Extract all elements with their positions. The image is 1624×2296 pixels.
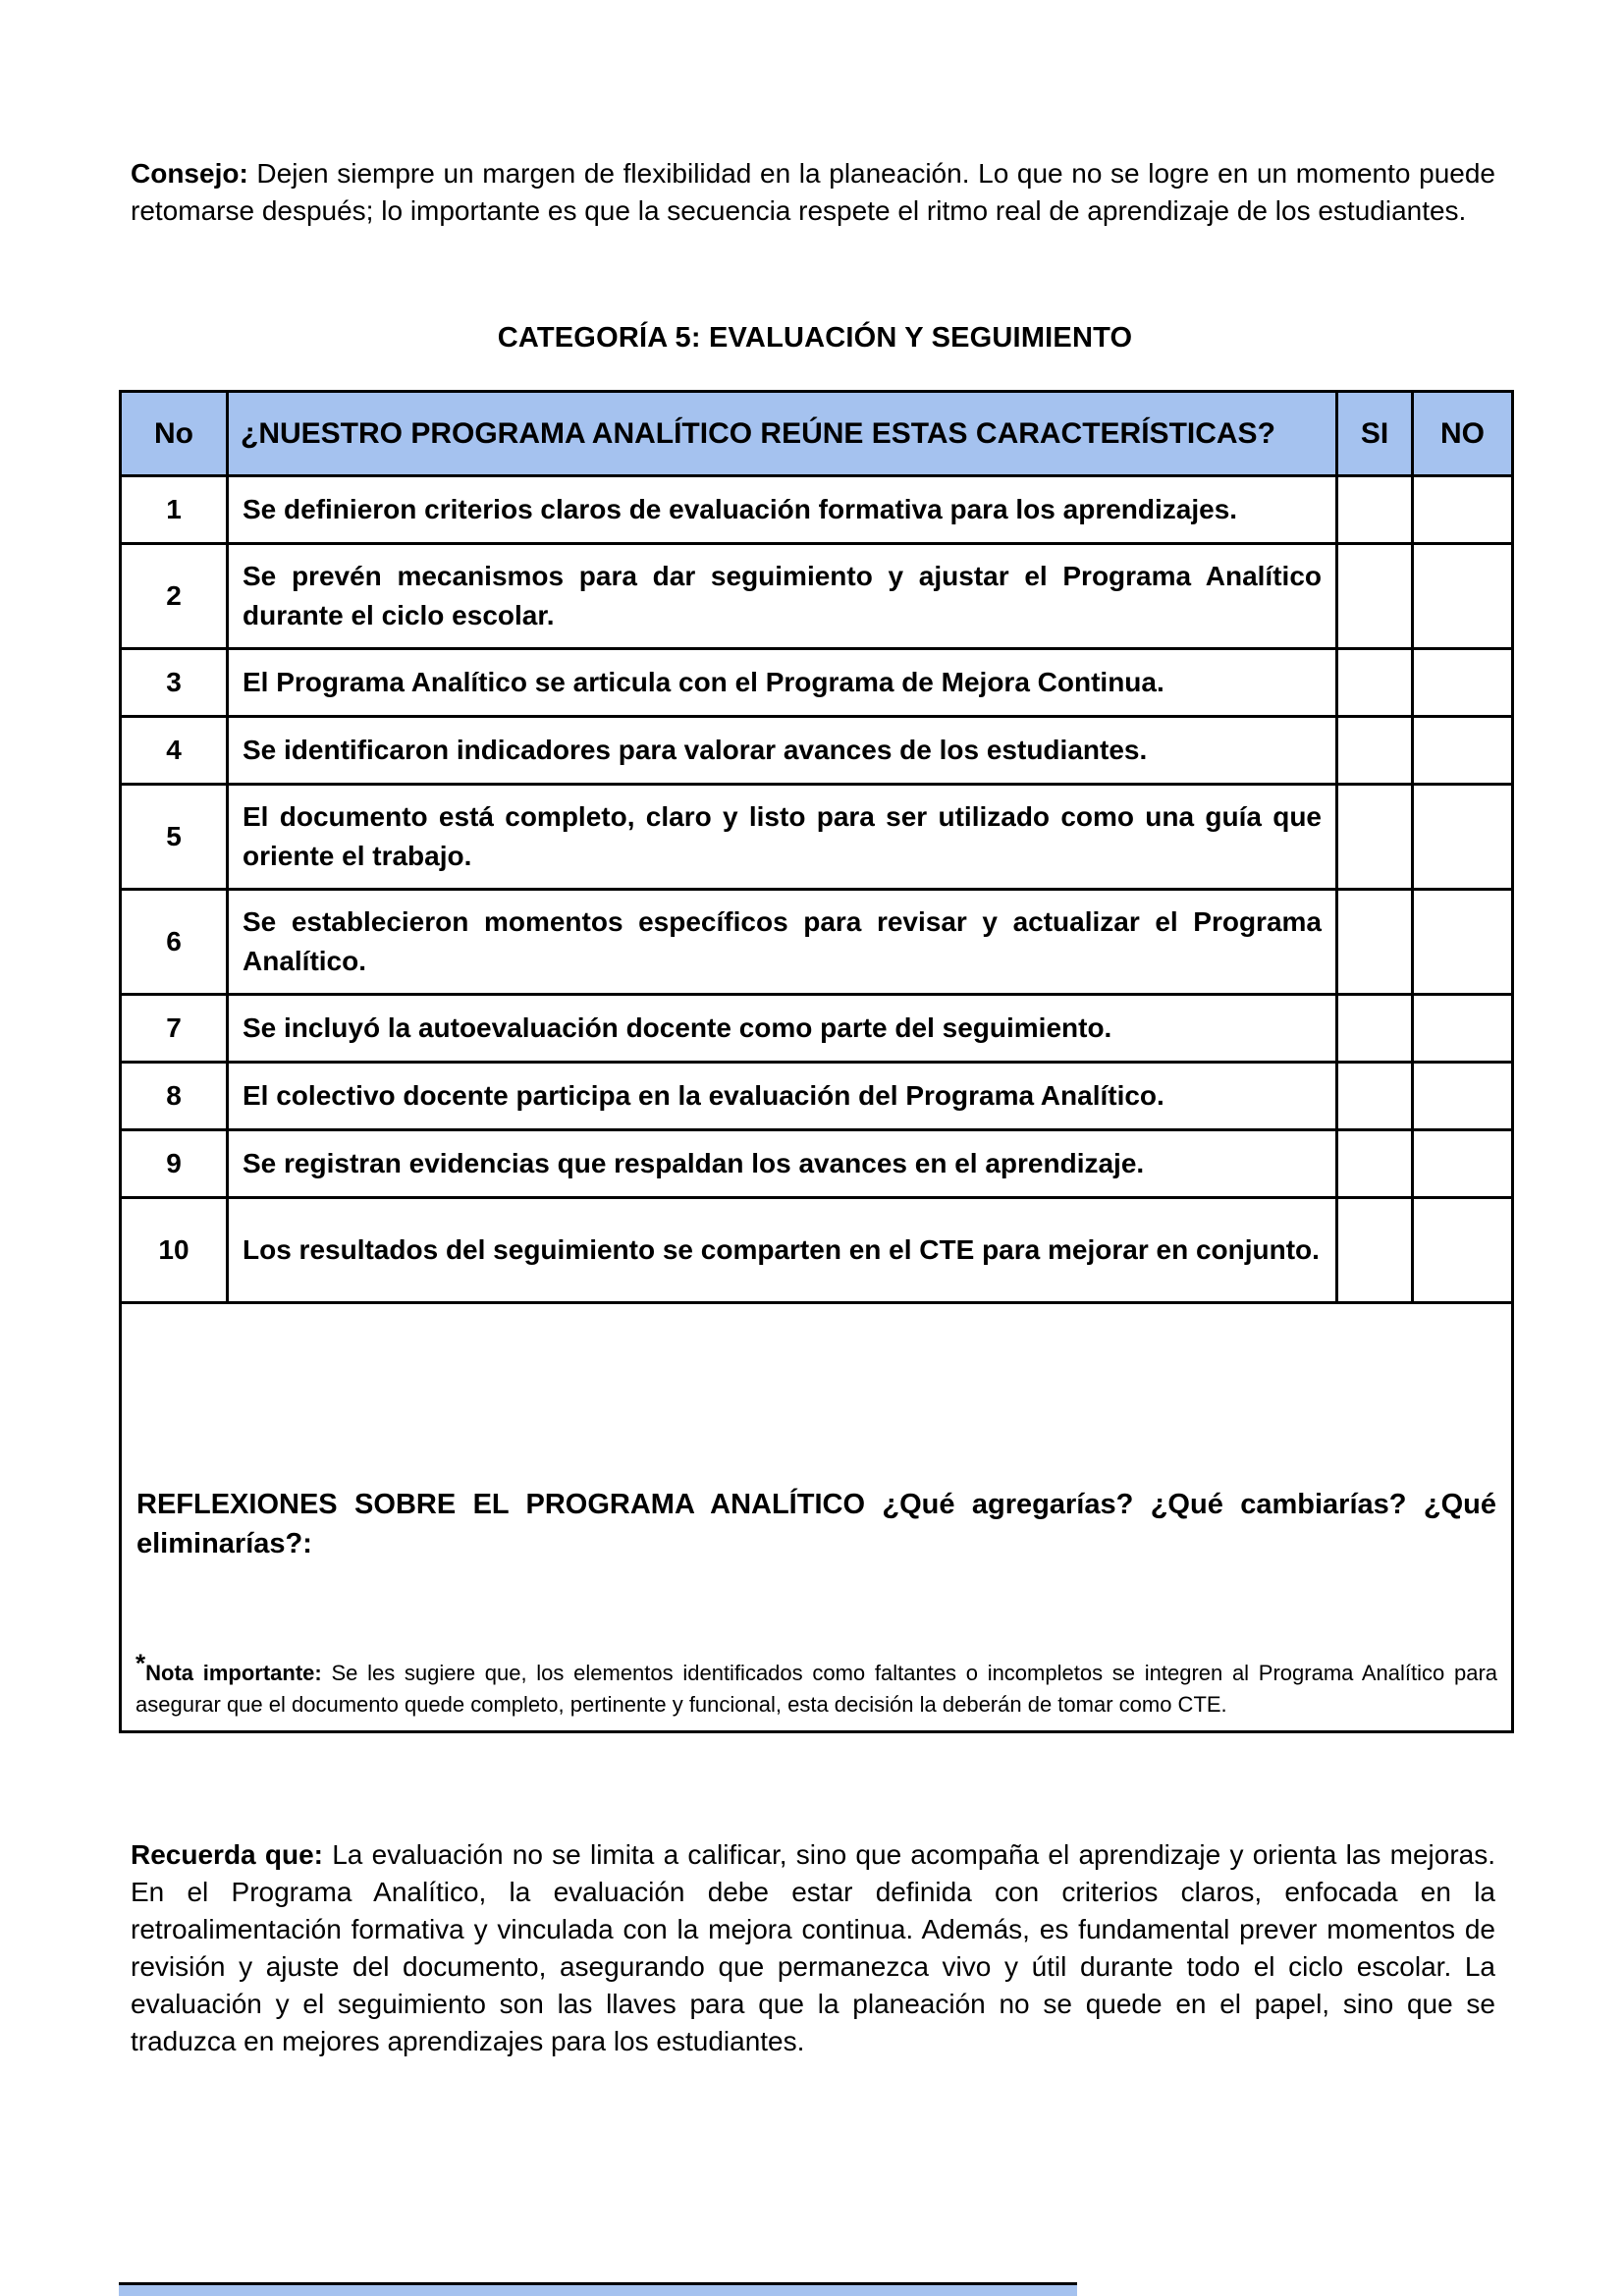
row-number: 10 bbox=[121, 1198, 228, 1303]
row-number: 9 bbox=[121, 1130, 228, 1198]
note-asterisk: * bbox=[135, 1648, 146, 1678]
row-text: Se incluyó la autoevaluación docente como parte del seguimiento. bbox=[228, 995, 1337, 1063]
no-checkbox-cell[interactable] bbox=[1413, 1130, 1513, 1198]
recuerda-label: Recuerda que: bbox=[131, 1839, 323, 1870]
table-row bbox=[121, 785, 1513, 890]
consejo-paragraph bbox=[131, 155, 1495, 230]
consejo-label: Consejo: bbox=[131, 158, 248, 189]
note-label: Nota importante: bbox=[145, 1661, 322, 1685]
si-checkbox-cell[interactable] bbox=[1337, 476, 1413, 544]
header-si: SI bbox=[1337, 392, 1413, 476]
header-question: ¿NUESTRO PROGRAMA ANALÍTICO REÚNE ESTAS CARACTERÍSTICAS? bbox=[228, 392, 1337, 476]
no-checkbox-cell[interactable] bbox=[1413, 649, 1513, 717]
row-text: Se registran evidencias que respaldan los avances en el aprendizaje. bbox=[228, 1130, 1337, 1198]
si-checkbox-cell[interactable] bbox=[1337, 544, 1413, 649]
checklist-table bbox=[119, 390, 1514, 1733]
row-number: 4 bbox=[121, 717, 228, 785]
reflections-title: REFLEXIONES SOBRE EL PROGRAMA ANALÍTICO ¿Qué agregarías? ¿Qué cambiarías? ¿Qué eliminarías?: bbox=[136, 1489, 1496, 1559]
no-checkbox-cell[interactable] bbox=[1413, 890, 1513, 995]
row-text: El Programa Analítico se articula con el Programa de Mejora Continua. bbox=[228, 649, 1337, 717]
si-checkbox-cell[interactable] bbox=[1337, 1130, 1413, 1198]
recuerda-text: La evaluación no se limita a calificar, sino que acompaña el aprendizaje y orienta las mejoras. En el Programa Analítico, la evaluación debe estar definida con criterios claros, enfocada en la retroalimentación formativa y vinculada con la mejora continua. Además, es fundamental prever momentos de revisión y ajuste del documento, asegurando que permanezca vivo y útil durante todo el ciclo escolar. La evaluación y el seguimiento son las llaves para que la planeación no se quede en el papel, sino que se traduzca en mejores aprendizajes para los estudiantes. bbox=[131, 1839, 1496, 2056]
row-text: El colectivo docente participa en la evaluación del Programa Analítico. bbox=[228, 1063, 1337, 1130]
row-number: 2 bbox=[121, 544, 228, 649]
si-checkbox-cell[interactable] bbox=[1337, 1063, 1413, 1130]
row-number: 6 bbox=[121, 890, 228, 995]
si-checkbox-cell[interactable] bbox=[1337, 995, 1413, 1063]
next-table-header-sliver bbox=[119, 2282, 1077, 2296]
header-no-col: NO bbox=[1413, 392, 1513, 476]
si-checkbox-cell[interactable] bbox=[1337, 717, 1413, 785]
si-checkbox-cell[interactable] bbox=[1337, 890, 1413, 995]
no-checkbox-cell[interactable] bbox=[1413, 476, 1513, 544]
table-header-row bbox=[121, 392, 1513, 476]
row-text: Se definieron criterios claros de evaluación formativa para los aprendizajes. bbox=[228, 476, 1337, 544]
row-number: 3 bbox=[121, 649, 228, 717]
si-checkbox-cell[interactable] bbox=[1337, 649, 1413, 717]
row-number: 1 bbox=[121, 476, 228, 544]
no-checkbox-cell[interactable] bbox=[1413, 785, 1513, 890]
category-title: CATEGORÍA 5: EVALUACIÓN Y SEGUIMIENTO bbox=[497, 322, 1133, 354]
row-text: Se prevén mecanismos para dar seguimiento y ajustar el Programa Analítico durante el ciclo escolar. bbox=[228, 544, 1337, 649]
table-row bbox=[121, 544, 1513, 649]
table-row bbox=[121, 1063, 1513, 1130]
reflections-cell bbox=[121, 1303, 1513, 1732]
table-row bbox=[121, 890, 1513, 995]
table-row bbox=[121, 649, 1513, 717]
no-checkbox-cell[interactable] bbox=[1413, 995, 1513, 1063]
reflections-answer-area[interactable] bbox=[122, 1412, 1511, 1622]
table-row bbox=[121, 717, 1513, 785]
table-row bbox=[121, 476, 1513, 544]
si-checkbox-cell[interactable] bbox=[1337, 1198, 1413, 1303]
consejo-text: Dejen siempre un margen de flexibilidad en la planeación. Lo que no se logre en un momento puede retomarse después; lo importante es que la secuencia respete el ritmo real de aprendizaje de los estudiantes. bbox=[131, 158, 1495, 226]
row-number: 5 bbox=[121, 785, 228, 890]
no-checkbox-cell[interactable] bbox=[1413, 1063, 1513, 1130]
row-number: 7 bbox=[121, 995, 228, 1063]
recuerda-paragraph bbox=[131, 1836, 1495, 2060]
si-checkbox-cell[interactable] bbox=[1337, 785, 1413, 890]
row-number: 8 bbox=[121, 1063, 228, 1130]
table-row bbox=[121, 995, 1513, 1063]
note-text: Se les sugiere que, los elementos identificados como faltantes o incompletos se integren al Programa Analítico para asegurar que el documento quede completo, pertinente y funcional, esta decisión la deberán de tomar como CTE. bbox=[135, 1661, 1497, 1717]
row-text: Los resultados del seguimiento se comparten en el CTE para mejorar en conjunto. bbox=[228, 1198, 1337, 1303]
row-text: Se establecieron momentos específicos para revisar y actualizar el Programa Analítico. bbox=[228, 890, 1337, 995]
row-text: Se identificaron indicadores para valorar avances de los estudiantes. bbox=[228, 717, 1337, 785]
table-row bbox=[121, 1198, 1513, 1303]
row-text: El documento está completo, claro y listo para ser utilizado como una guía que oriente el trabajo. bbox=[228, 785, 1337, 890]
reflections-row bbox=[121, 1303, 1513, 1732]
no-checkbox-cell[interactable] bbox=[1413, 717, 1513, 785]
header-no: No bbox=[121, 392, 228, 476]
no-checkbox-cell[interactable] bbox=[1413, 1198, 1513, 1303]
important-note bbox=[135, 1648, 1497, 1721]
no-checkbox-cell[interactable] bbox=[1413, 544, 1513, 649]
table-row bbox=[121, 1130, 1513, 1198]
